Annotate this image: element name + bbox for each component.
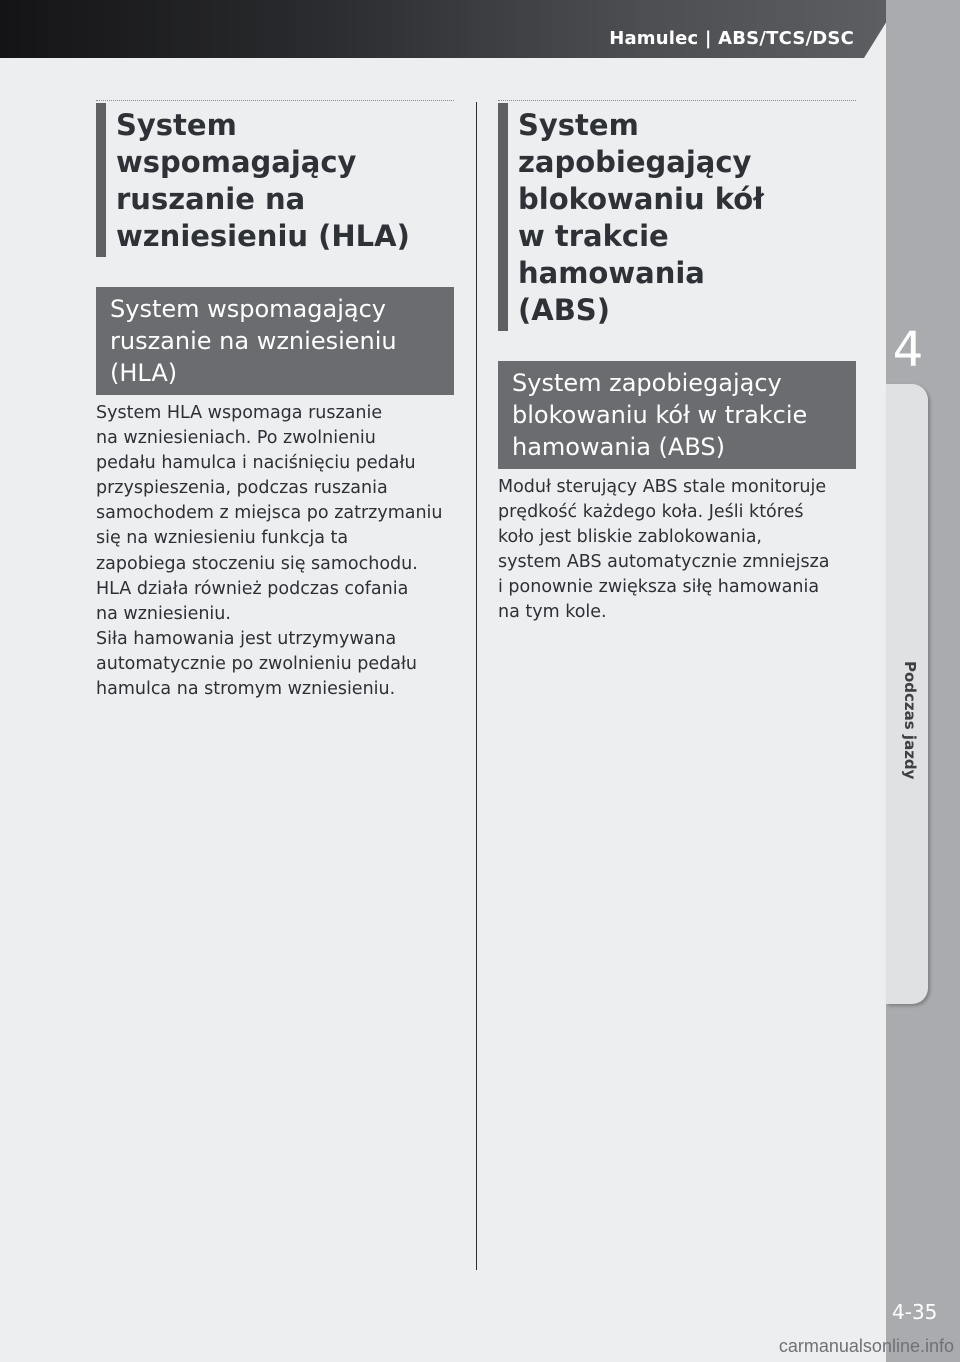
right-column [498, 100, 856, 626]
subsection-title-abs: System zapobiegający blokowaniu kół w trakcie hamowania (ABS) [498, 361, 856, 469]
chapter-number: 4 [892, 322, 924, 378]
section-title-hla: System wspomagający ruszanie na wzniesieniu (HLA) [96, 103, 454, 257]
chapter-label: Podczas jazdy [901, 661, 919, 780]
body-text-hla: System HLA wspomaga ruszanie na wzniesieniach. Po zwolnieniu pedału hamulca i naciśnięciu pedału przyspieszenia, podczas ruszania samochodem z miejsca po zatrzymaniu się na wzniesieniu funkcja ta zapobiega stoczeniu się samochodu. HLA działa również podczas cofania na wzniesieniu. Siła hamowania jest utrzymywana automatycznie po zwolnieniu pedału hamulca na stromym wzniesieniu. [96, 403, 443, 700]
subsection-title-hla: System wspomagający ruszanie na wzniesieniu (HLA) [96, 287, 454, 395]
section-rule [96, 100, 454, 101]
column-divider [476, 102, 477, 1270]
watermark: carmanualsonline.info [778, 1336, 954, 1356]
left-column [96, 100, 454, 702]
page-header-title: Hamulec | ABS/TCS/DSC [609, 28, 854, 49]
section-title-abs: System zapobiegający blokowaniu kół w trakcie hamowania (ABS) [498, 103, 856, 331]
body-text-abs: Moduł sterujący ABS stale monitoruje prędkość każdego koła. Jeśli któreś koło jest bliskie zablokowania, system ABS automatycznie zmniejsza i ponownie zwiększa siłę hamowania na tym kole. [498, 477, 830, 623]
section-rule [498, 100, 856, 101]
page-number: 4-35 [892, 1300, 938, 1324]
